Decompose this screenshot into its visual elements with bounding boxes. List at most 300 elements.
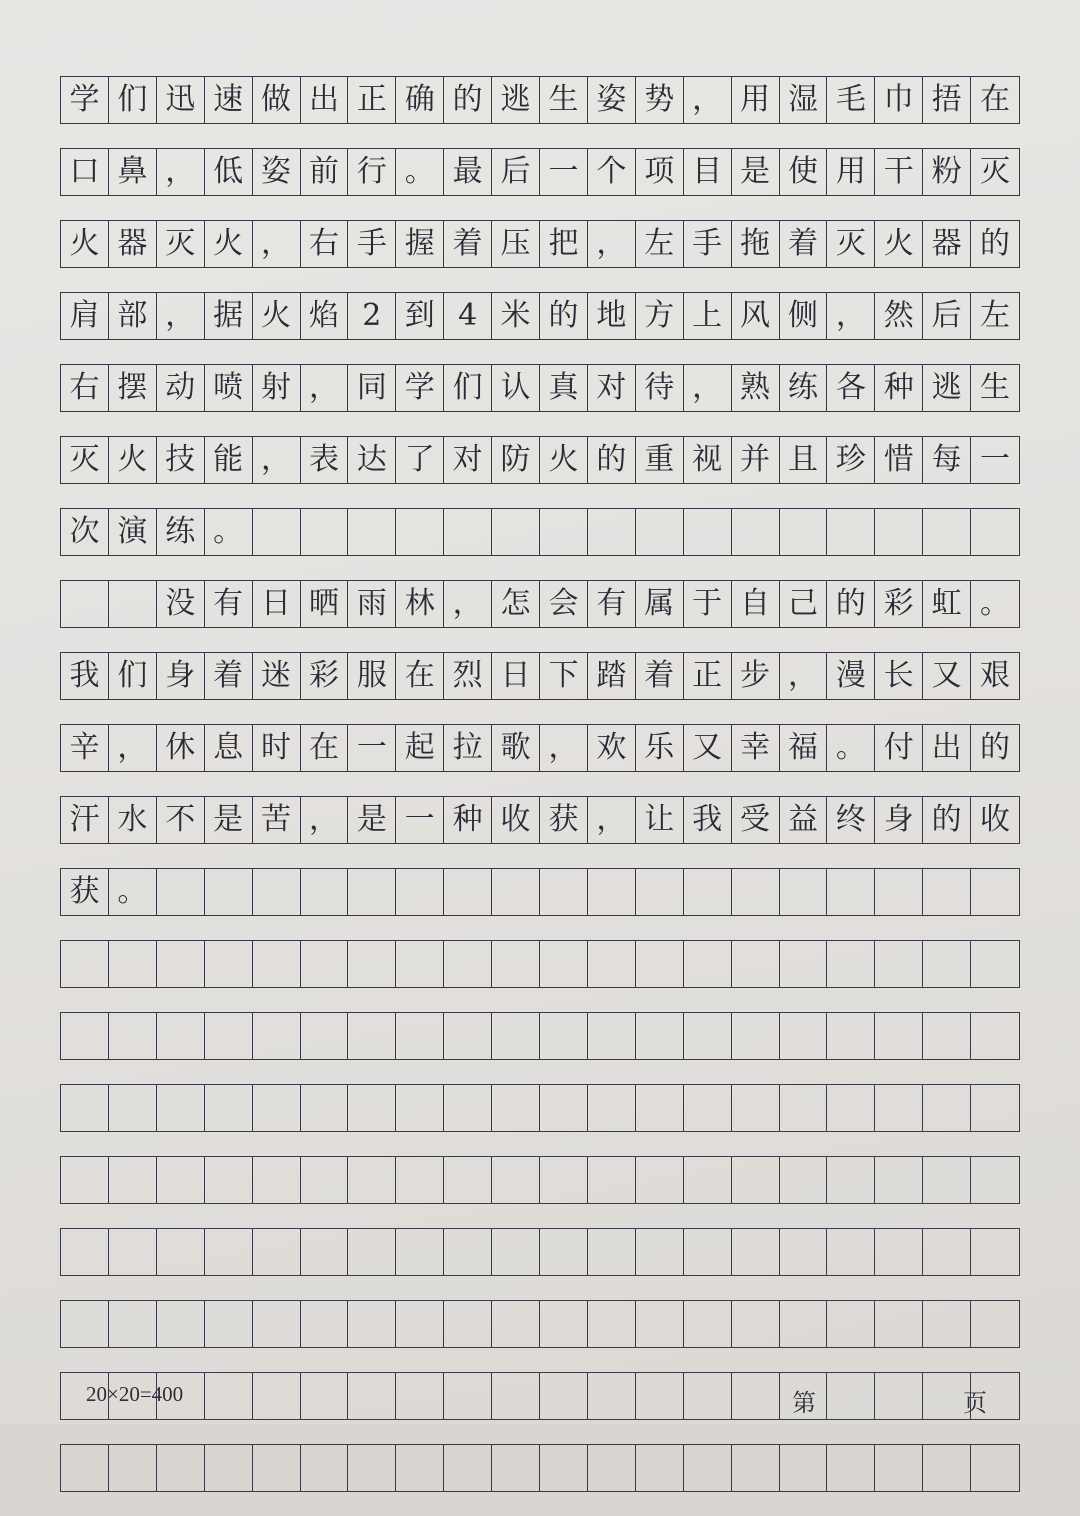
grid-cell: 在	[301, 725, 349, 771]
grid-cell: 用	[732, 77, 780, 123]
grid-cell: 又	[684, 725, 732, 771]
grid-cell: 生	[540, 77, 588, 123]
grid-cell	[875, 1013, 923, 1059]
grid-cell	[780, 1301, 828, 1347]
grid-cell	[396, 1157, 444, 1203]
grid-cell: 长	[875, 653, 923, 699]
grid-cell	[348, 1229, 396, 1275]
grid-cell	[205, 1229, 253, 1275]
grid-cell: 益	[780, 797, 828, 843]
grid-cell: 部	[109, 293, 157, 339]
writing-grid	[60, 76, 1020, 1516]
grid-cell: 着	[780, 221, 828, 267]
grid-cell	[732, 1229, 780, 1275]
grid-cell	[205, 869, 253, 915]
grid-cell: 正	[348, 77, 396, 123]
grid-cell: ，	[157, 149, 205, 195]
grid-cell	[61, 1229, 109, 1275]
grid-cell: 。	[109, 869, 157, 915]
grid-cell	[780, 1157, 828, 1203]
grid-cell	[636, 1373, 684, 1419]
grid-row	[60, 1156, 1020, 1204]
grid-cell	[827, 869, 875, 915]
grid-cell: 是	[348, 797, 396, 843]
grid-cell	[540, 1229, 588, 1275]
grid-cell	[396, 1301, 444, 1347]
grid-cell: 势	[636, 77, 684, 123]
grid-cell	[348, 1373, 396, 1419]
grid-cell: 练	[157, 509, 205, 555]
grid-cell	[253, 1013, 301, 1059]
grid-cell: 重	[636, 437, 684, 483]
grid-cell: 没	[157, 581, 205, 627]
grid-cell: 是	[732, 149, 780, 195]
grid-cell	[780, 869, 828, 915]
grid-cell	[684, 1157, 732, 1203]
grid-cell: 做	[253, 77, 301, 123]
grid-cell: 们	[444, 365, 492, 411]
grid-cell	[109, 1229, 157, 1275]
grid-cell: 练	[780, 365, 828, 411]
grid-cell: ，	[444, 581, 492, 627]
grid-cell: 巾	[875, 77, 923, 123]
grid-cell: 日	[492, 653, 540, 699]
grid-cell: 握	[396, 221, 444, 267]
grid-cell: 终	[827, 797, 875, 843]
grid-row	[60, 364, 1020, 412]
grid-cell: 苦	[253, 797, 301, 843]
grid-cell	[157, 941, 205, 987]
grid-cell: 射	[253, 365, 301, 411]
grid-cell: ，	[588, 221, 636, 267]
grid-cell: 们	[109, 77, 157, 123]
grid-cell	[61, 1157, 109, 1203]
page-suffix: 页	[963, 1389, 987, 1417]
grid-cell	[732, 509, 780, 555]
grid-cell	[732, 1301, 780, 1347]
grid-cell	[492, 941, 540, 987]
grid-cell: 幸	[732, 725, 780, 771]
grid-cell	[492, 1445, 540, 1491]
grid-cell	[875, 509, 923, 555]
grid-cell	[61, 1445, 109, 1491]
grid-cell	[444, 1445, 492, 1491]
grid-cell	[61, 1013, 109, 1059]
grid-cell	[253, 1301, 301, 1347]
grid-cell	[971, 509, 1019, 555]
grid-cell: 演	[109, 509, 157, 555]
grid-cell: ，	[301, 797, 349, 843]
grid-cell	[348, 1157, 396, 1203]
grid-cell: 我	[61, 653, 109, 699]
grid-cell: 艰	[980, 658, 1011, 693]
grid-cell	[253, 1373, 301, 1419]
grid-cell: ，	[301, 365, 349, 411]
grid-cell	[636, 1157, 684, 1203]
grid-cell: 肩	[61, 293, 109, 339]
grid-cell	[301, 1013, 349, 1059]
grid-row	[60, 1444, 1020, 1492]
grid-cell: 一	[980, 442, 1011, 477]
grid-cell	[253, 1085, 301, 1131]
grid-cell	[971, 1013, 1019, 1059]
grid-cell	[109, 1301, 157, 1347]
grid-cell: 每	[923, 437, 971, 483]
grid-cell: 后	[923, 293, 971, 339]
grid-row	[60, 580, 1020, 628]
grid-cell	[971, 1157, 1019, 1203]
grid-cell	[109, 581, 157, 627]
grid-row	[60, 76, 1020, 124]
grid-cell: 正	[684, 653, 732, 699]
grid-cell	[923, 1157, 971, 1203]
grid-cell: 。	[827, 725, 875, 771]
grid-cell: ，	[253, 437, 301, 483]
grid-cell	[588, 869, 636, 915]
grid-cell	[205, 1085, 253, 1131]
grid-size-label: 20×20=400	[86, 1382, 184, 1406]
grid-cell	[109, 941, 157, 987]
grid-cell	[588, 1013, 636, 1059]
grid-cell	[971, 1445, 1019, 1491]
grid-cell: 我	[684, 797, 732, 843]
grid-cell: 的	[540, 293, 588, 339]
grid-cell	[923, 509, 971, 555]
grid-cell: 米	[492, 293, 540, 339]
grid-cell	[205, 1373, 253, 1419]
grid-cell	[636, 1013, 684, 1059]
grid-cell: 方	[636, 293, 684, 339]
grid-cell	[396, 1085, 444, 1131]
grid-cell: 属	[636, 581, 684, 627]
grid-cell: 一	[396, 797, 444, 843]
grid-cell: 漫	[827, 653, 875, 699]
grid-cell	[396, 1373, 444, 1419]
grid-row	[60, 1012, 1020, 1060]
grid-cell: 后	[492, 149, 540, 195]
grid-cell	[540, 1157, 588, 1203]
grid-cell: 学	[396, 365, 444, 411]
grid-cell: 上	[684, 293, 732, 339]
grid-cell: 起	[396, 725, 444, 771]
grid-cell: 出	[301, 77, 349, 123]
grid-cell: 收	[980, 802, 1011, 837]
grid-cell	[923, 1013, 971, 1059]
grid-cell: 身	[875, 797, 923, 843]
grid-cell: 。	[205, 509, 253, 555]
grid-cell: ，	[684, 365, 732, 411]
grid-cell: 确	[396, 77, 444, 123]
grid-cell	[875, 1373, 923, 1419]
grid-cell: 雨	[348, 581, 396, 627]
grid-cell	[301, 1229, 349, 1275]
grid-cell: 真	[540, 365, 588, 411]
grid-cell: 行	[348, 149, 396, 195]
grid-cell	[492, 1157, 540, 1203]
grid-cell: 着	[636, 653, 684, 699]
grid-cell: 次	[61, 509, 109, 555]
grid-cell: 技	[157, 437, 205, 483]
grid-cell	[396, 869, 444, 915]
grid-cell	[444, 509, 492, 555]
grid-cell: 视	[684, 437, 732, 483]
grid-cell	[301, 509, 349, 555]
grid-cell	[444, 1085, 492, 1131]
grid-cell: 速	[205, 77, 253, 123]
grid-cell: 让	[636, 797, 684, 843]
grid-cell	[588, 1373, 636, 1419]
grid-cell	[157, 1301, 205, 1347]
grid-cell	[875, 1085, 923, 1131]
grid-cell	[780, 1229, 828, 1275]
grid-cell	[109, 1445, 157, 1491]
grid-cell: 目	[684, 149, 732, 195]
grid-cell: 收	[492, 797, 540, 843]
grid-cell: 喷	[205, 365, 253, 411]
grid-row	[60, 508, 1020, 556]
grid-cell: 福	[780, 725, 828, 771]
grid-cell	[780, 1013, 828, 1059]
grid-cell: 迷	[253, 653, 301, 699]
grid-cell: 各	[827, 365, 875, 411]
grid-cell: 把	[540, 221, 588, 267]
grid-cell	[396, 509, 444, 555]
grid-cell: 己	[780, 581, 828, 627]
grid-cell: 欢	[588, 725, 636, 771]
grid-cell: ，	[827, 293, 875, 339]
grid-cell	[923, 941, 971, 987]
grid-cell	[923, 1301, 971, 1347]
grid-cell: 辛	[61, 725, 109, 771]
grid-cell	[827, 1013, 875, 1059]
grid-cell	[205, 941, 253, 987]
grid-row	[60, 148, 1020, 196]
grid-cell: 日	[253, 581, 301, 627]
grid-cell	[109, 1085, 157, 1131]
grid-cell	[157, 1229, 205, 1275]
grid-cell	[492, 1013, 540, 1059]
grid-cell	[348, 869, 396, 915]
grid-row	[60, 1300, 1020, 1348]
grid-row	[60, 220, 1020, 268]
grid-cell: 的	[980, 730, 1011, 765]
grid-cell	[636, 509, 684, 555]
grid-cell	[348, 1445, 396, 1491]
grid-cell: 虹	[923, 581, 971, 627]
grid-cell: 又	[923, 653, 971, 699]
grid-cell	[540, 509, 588, 555]
grid-cell: 左	[980, 298, 1011, 333]
grid-cell: 乐	[636, 725, 684, 771]
grid-cell: 姿	[588, 77, 636, 123]
grid-cell: 认	[492, 365, 540, 411]
grid-cell: 火	[253, 293, 301, 339]
grid-cell: 拖	[732, 221, 780, 267]
grid-cell	[875, 1157, 923, 1203]
grid-cell: 种	[444, 797, 492, 843]
grid-cell: 着	[205, 653, 253, 699]
grid-cell: 左	[636, 221, 684, 267]
grid-cell: 对	[444, 437, 492, 483]
grid-cell	[540, 1085, 588, 1131]
grid-cell	[684, 1085, 732, 1131]
grid-cell	[923, 869, 971, 915]
grid-cell: 达	[348, 437, 396, 483]
grid-cell	[684, 941, 732, 987]
grid-cell: 。	[980, 586, 1011, 621]
grid-cell: 防	[492, 437, 540, 483]
grid-cell: 自	[732, 581, 780, 627]
grid-cell	[61, 581, 109, 627]
grid-cell: 火	[875, 221, 923, 267]
grid-cell	[636, 941, 684, 987]
grid-cell	[827, 1373, 875, 1419]
grid-cell: 风	[732, 293, 780, 339]
grid-cell: 焰	[301, 293, 349, 339]
grid-cell	[732, 1013, 780, 1059]
grid-cell: 个	[588, 149, 636, 195]
grid-cell: 步	[732, 653, 780, 699]
grid-cell	[875, 1229, 923, 1275]
grid-cell: 于	[684, 581, 732, 627]
grid-cell: 灭	[980, 154, 1011, 189]
grid-cell	[157, 869, 205, 915]
grid-cell	[348, 1013, 396, 1059]
grid-row	[60, 868, 1020, 916]
grid-cell: 会	[540, 581, 588, 627]
grid-cell: 身	[157, 653, 205, 699]
grid-cell: 压	[492, 221, 540, 267]
grid-cell: 器	[923, 221, 971, 267]
grid-row	[60, 940, 1020, 988]
grid-cell: 出	[923, 725, 971, 771]
grid-cell: 的	[588, 437, 636, 483]
grid-cell: 逃	[923, 365, 971, 411]
grid-cell	[253, 509, 301, 555]
grid-cell	[875, 941, 923, 987]
grid-cell: 了	[396, 437, 444, 483]
grid-cell	[157, 1445, 205, 1491]
grid-cell: 汗	[61, 797, 109, 843]
grid-cell	[205, 1157, 253, 1203]
grid-cell	[492, 1085, 540, 1131]
grid-cell	[301, 1301, 349, 1347]
grid-cell: 有	[205, 581, 253, 627]
grid-cell: 是	[205, 797, 253, 843]
grid-cell	[109, 1013, 157, 1059]
grid-cell: 珍	[827, 437, 875, 483]
grid-cell: ，	[684, 77, 732, 123]
grid-cell	[636, 1085, 684, 1131]
grid-cell	[205, 1301, 253, 1347]
grid-cell: 火	[205, 221, 253, 267]
grid-cell	[540, 1445, 588, 1491]
grid-cell: 的	[980, 226, 1011, 261]
grid-cell: 前	[301, 149, 349, 195]
grid-cell: 灭	[61, 437, 109, 483]
grid-cell: 表	[301, 437, 349, 483]
grid-cell: 灭	[157, 221, 205, 267]
grid-cell: 彩	[301, 653, 349, 699]
grid-cell: 息	[205, 725, 253, 771]
grid-cell: 下	[540, 653, 588, 699]
grid-cell: 毛	[827, 77, 875, 123]
grid-cell: 并	[732, 437, 780, 483]
grid-cell: 着	[444, 221, 492, 267]
grid-cell: 生	[980, 370, 1011, 405]
grid-cell	[684, 1445, 732, 1491]
grid-cell	[827, 941, 875, 987]
grid-cell	[444, 1301, 492, 1347]
grid-cell: 烈	[444, 653, 492, 699]
grid-cell: 湿	[780, 77, 828, 123]
grid-cell: 歌	[492, 725, 540, 771]
grid-cell	[492, 1229, 540, 1275]
grid-cell: 低	[205, 149, 253, 195]
grid-cell	[348, 1301, 396, 1347]
grid-cell: 在	[396, 653, 444, 699]
grid-cell: 的	[923, 797, 971, 843]
grid-cell	[827, 1301, 875, 1347]
grid-cell	[588, 1085, 636, 1131]
grid-cell: 逃	[492, 77, 540, 123]
grid-cell: 火	[540, 437, 588, 483]
grid-cell: 时	[253, 725, 301, 771]
grid-cell: 干	[875, 149, 923, 195]
grid-cell	[684, 1301, 732, 1347]
grid-cell: 然	[875, 293, 923, 339]
grid-cell: ，	[780, 653, 828, 699]
grid-cell	[923, 1445, 971, 1491]
grid-cell: 手	[684, 221, 732, 267]
grid-cell	[827, 1229, 875, 1275]
grid-cell: 动	[157, 365, 205, 411]
grid-cell	[923, 1229, 971, 1275]
grid-cell	[827, 1445, 875, 1491]
grid-cell	[492, 1301, 540, 1347]
grid-cell	[253, 1445, 301, 1491]
grid-cell: 姿	[253, 149, 301, 195]
grid-cell: 水	[109, 797, 157, 843]
grid-cell	[444, 869, 492, 915]
grid-cell	[444, 1373, 492, 1419]
grid-cell	[588, 1229, 636, 1275]
grid-cell: 种	[875, 365, 923, 411]
grid-cell	[540, 941, 588, 987]
grid-cell	[301, 1157, 349, 1203]
grid-cell	[780, 1085, 828, 1131]
grid-cell: 鼻	[109, 149, 157, 195]
grid-cell	[588, 1445, 636, 1491]
grid-cell	[636, 1229, 684, 1275]
grid-cell	[301, 941, 349, 987]
grid-cell: 右	[301, 221, 349, 267]
grid-cell: 获	[540, 797, 588, 843]
grid-cell	[827, 509, 875, 555]
grid-cell	[348, 509, 396, 555]
grid-cell	[492, 1373, 540, 1419]
grid-cell: 学	[61, 77, 109, 123]
grid-cell: 粉	[923, 149, 971, 195]
grid-cell: 晒	[301, 581, 349, 627]
grid-cell: 器	[109, 221, 157, 267]
grid-cell: 灭	[827, 221, 875, 267]
grid-cell: 一	[540, 149, 588, 195]
grid-cell	[157, 1157, 205, 1203]
grid-cell	[684, 509, 732, 555]
grid-cell	[732, 1445, 780, 1491]
grid-cell	[875, 869, 923, 915]
